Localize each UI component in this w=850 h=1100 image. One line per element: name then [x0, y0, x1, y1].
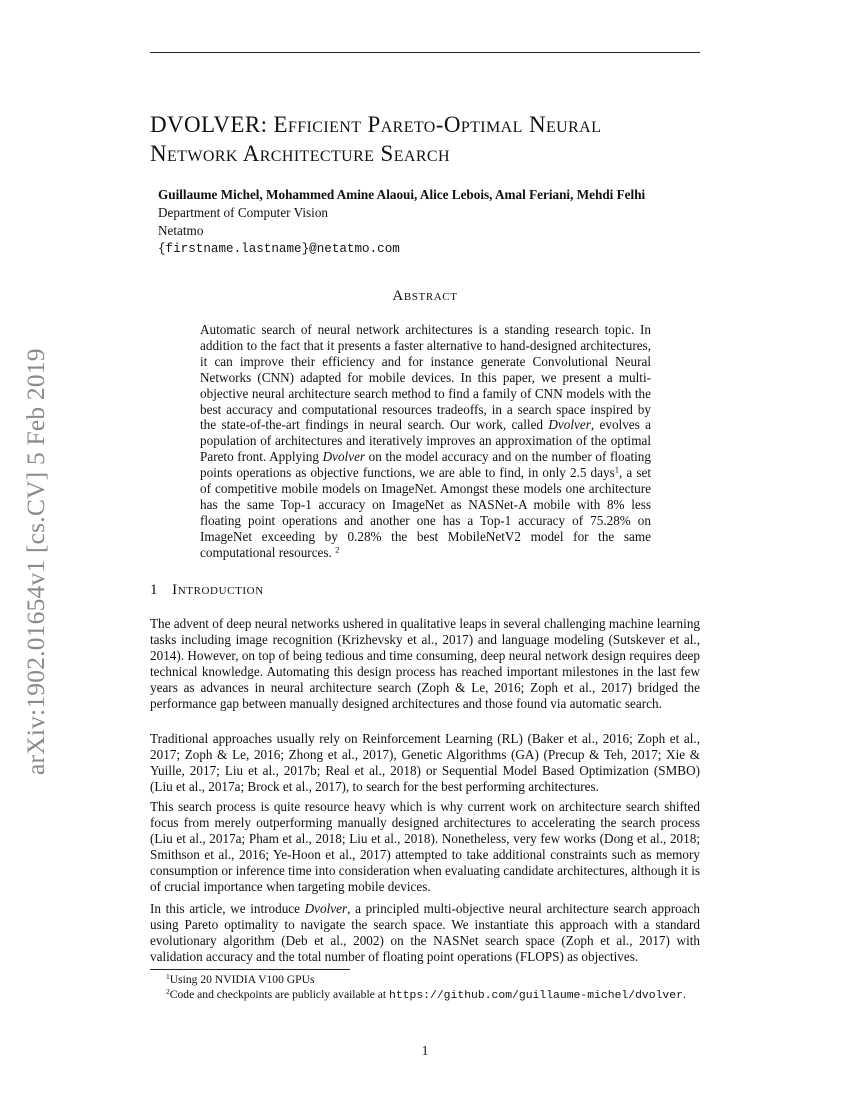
- section-number: 1: [150, 582, 159, 598]
- author-organization: Netatmo: [158, 223, 204, 238]
- abstract-text-part: on the model accuracy and on the number of floating points operations as objective functions, we are able to find, in only 2.5 days: [200, 449, 651, 481]
- intro-text-part: In this article, we introduce: [150, 901, 305, 916]
- abstract-heading: Abstract: [392, 288, 458, 304]
- intro-text-part: , a principled multi-objective neural architecture search approach using Pareto optimality to navigate the search space. We instantiate this approach with a standard evolutionary algorithm (Deb et al., 2002) on the NASNet search space (Zoph et al., 2017) with validation accuracy and the total number of floating point operations (FLOPS) as objectives.: [150, 901, 700, 964]
- abstract-text-part: , a set of competitive mobile models on ImageNet. Amongst these models one architecture has the same Top-1 accuracy on ImageNet as NASNet-A mobile with 8% less floating point operations and another one has a Top-1 accuracy of 75.28% on ImageNet exceeding by 0.28% the best MobileNetV2 model for the same computational resources.: [200, 465, 651, 560]
- intro-paragraph-1: The advent of deep neural networks ushered in qualitative leaps in several challenging machine learning tasks including image recognition (Krizhevsky et al., 2017) and language modeling (Sutskever et al., 2014). However, on top of being tedious and time consuming, deep neural network design requires deep technical knowledge. Automating this design process has reached important milestones in the last few years as advances in neural architecture search (Zoph & Le, 2016; Zoph et al., 2017) bridged the performance gap between manually designed architectures and those found via automatic search.: [150, 616, 701, 711]
- abstract-text-part: Automatic search of neural network architectures is a standing research topic. In addition to the fact that it presents a faster alternative to hand-designed architectures, it can improve their efficiency and for instance generate Convolutional Neural Networks (CNN) adapted for mobile devices. In this paper, we present a multi-objective neural architecture search method to find a family of CNN models with the best accuracy and computational resources tradeoffs, in a search space inspired by the state-of-the-art findings in neural search. Our work, called: [200, 322, 651, 433]
- abstract-dvolver-term: Dvolver: [322, 449, 366, 465]
- footnote-rule: [150, 969, 350, 970]
- footnote-ref-1[interactable]: 1: [614, 464, 619, 475]
- footnote-ref-2[interactable]: 2: [335, 543, 340, 554]
- abstract-dvolver-term: Dvolver: [548, 417, 591, 433]
- intro-paragraph-4: [150, 901, 700, 965]
- abstract-text-part: , evolves a population of architectures and iteratively improves an approximation of the optimal Pareto front. Applying: [200, 417, 651, 465]
- arxiv-stamp[interactable]: arXiv:1902.01654v1 [cs.CV] 5 Feb 2019: [21, 348, 50, 775]
- code-url-link[interactable]: https://github.com/guillaume-michel/dvolver: [389, 989, 683, 1002]
- paper-title: [150, 110, 710, 168]
- intro-dvolver-term: Dvolver: [304, 901, 348, 916]
- top-rule: [150, 52, 700, 53]
- author-email[interactable]: {firstname.lastname}@netatmo.com: [158, 242, 400, 256]
- section-title: Introduction: [172, 582, 264, 598]
- title-line-2: Network Architecture Search: [150, 141, 450, 166]
- page-number: 1: [421, 1043, 429, 1058]
- author-block: [158, 186, 718, 258]
- title-line-1: DVOLVER: Efficient Pareto-Optimal Neural: [150, 112, 602, 137]
- section-heading-introduction: [150, 582, 700, 599]
- footnote-text: Code and checkpoints are publicly available at: [169, 987, 389, 1001]
- footnote-text: Using 20 NVIDIA V100 GPUs: [169, 973, 315, 986]
- author-names: Guillaume Michel, Mohammed Amine Alaoui, Alice Lebois, Amal Feriani, Mehdi Felhi: [158, 187, 646, 202]
- footnotes: [150, 973, 700, 1003]
- footnote-1: [150, 973, 700, 988]
- author-department: Department of Computer Vision: [158, 205, 329, 220]
- footnote-mark: 1: [166, 971, 170, 981]
- intro-paragraph-3: This search process is quite resource heavy which is why current work on architecture search shifted focus from merely outperforming manually designed architectures to accelerating the search process (Liu et al., 2017a; Pham et al., 2018; Liu et al., 2018). Nonetheless, very few works (Dong et al., 2018; Smithson et al., 2016; Ye-Hoon et al., 2017) attempted to take additional constraints such as memory consumption or inference time into consideration when evaluating candidate architectures, although it is of crucial importance when targeting mobile devices.: [150, 799, 700, 894]
- intro-paragraph-2: Traditional approaches usually rely on Reinforcement Learning (RL) (Baker et al., 2016; Zoph et al., 2017; Zoph & Le, 2016; Zhong et al., 2017), Genetic Algorithms (GA) (Precup & Teh, 2017; Xie & Yuille, 2017; Liu et al., 2017b; Real et al., 2018) or Sequential Model Based Optimization (SMBO) (Liu et al., 2017a; Brock et al., 2017), to search for the best performing architectures.: [150, 731, 700, 794]
- footnote-text: .: [682, 987, 686, 1001]
- footnote-2: [150, 988, 700, 1004]
- abstract-text: [200, 322, 651, 561]
- footnote-mark: 2: [166, 986, 170, 996]
